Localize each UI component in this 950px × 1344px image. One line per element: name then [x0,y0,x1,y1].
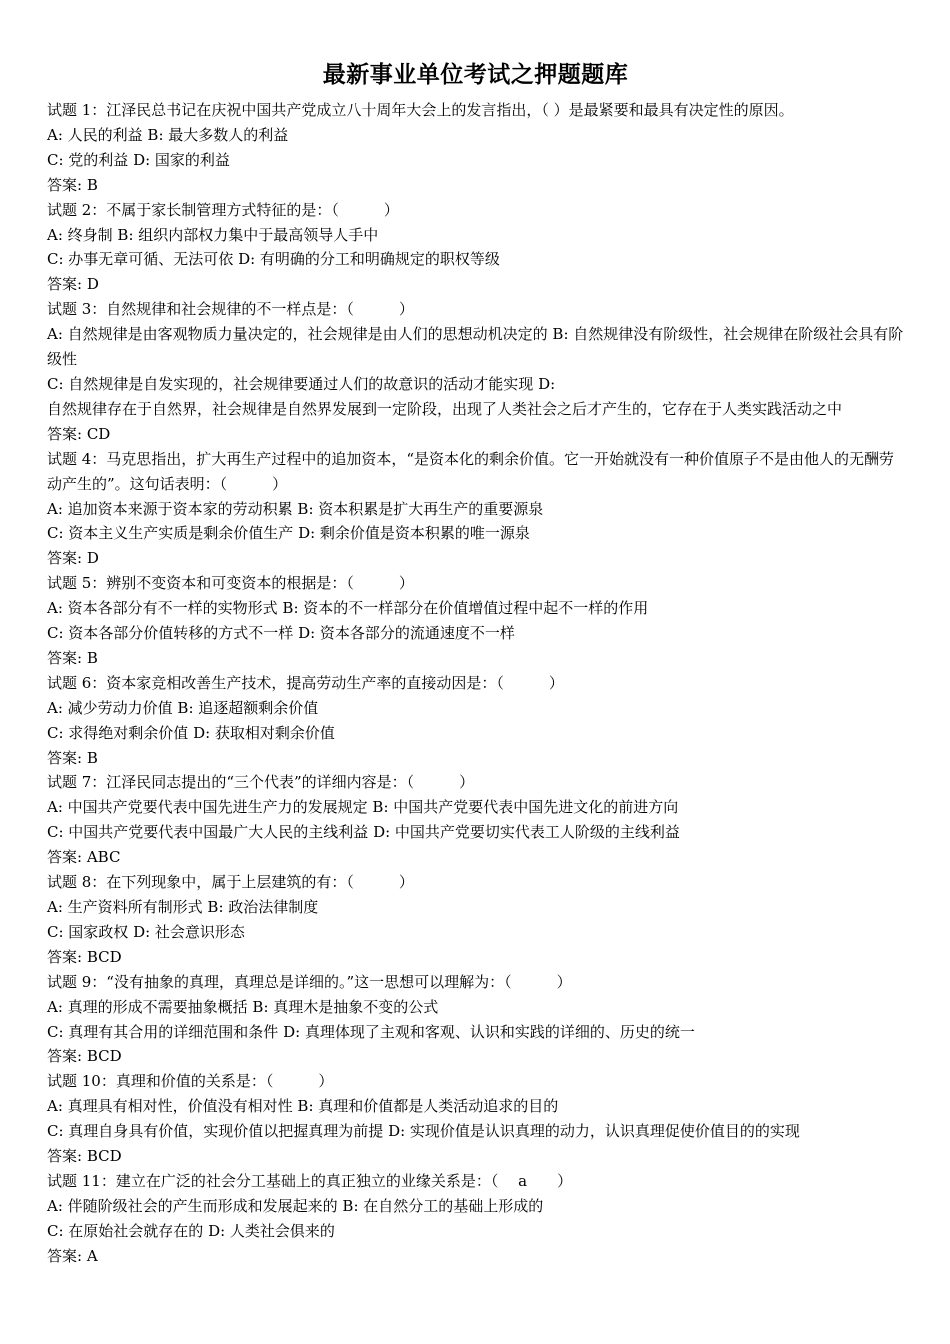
question-block [47,671,904,771]
question-options: A: 生产资料所有制形式 B: 政治法律制度 [47,898,319,916]
question-stem: 试题 8：在下列现象中，属于上层建筑的有：（ ） [47,873,414,892]
question-options: C: 资本主义生产实质是剩余价值生产 D: 剩余价值是资本积累的唯一源泉 [47,524,530,543]
question-options: A: 真理具有相对性，价值没有相对性 B: 真理和价值都是人类活动追求的目的 [47,1097,559,1116]
question-stem: 试题 6：资本家竞相改善生产技术，提高劳动生产率的直接动因是：（ ） [47,673,564,692]
question-options: A: 中国共产党要代表中国先进生产力的发展规定 B: 中国共产党要代表中国先进文化的前进方向 [47,798,679,817]
question-options: A: 终身制 B: 组织内部权力集中于最高领导人手中 [47,225,379,244]
question-options: C: 真理自身具有价值，实现价值以把握真理为前提 D: 实现价值是认识真理的动力，认识真理促使价值目的的实现 [47,1122,800,1141]
question-answer: 答案: D [47,549,99,568]
question-answer: 答案: B [47,175,98,194]
question-options: A: 伴随阶级社会的产生而形成和发展起来的 B: 在自然分工的基础上形成的 [47,1196,544,1215]
question-stem: 试题 5：辨别不变资本和可变资本的根据是：（ ） [47,574,414,593]
question-answer: 答案: BCD [47,1047,122,1066]
question-options: 自然规律存在于自然界，社会规律是自然界发展到一定阶段，出现了人类社会之后才产生的，它存在于人类实践活动之中 [47,399,843,418]
question-block [47,98,904,198]
question-options: A: 资本各部分有不一样的实物形式 B: 资本的不一样部分在价值增值过程中起不一样的作用 [47,599,649,618]
question-block [47,870,904,970]
question-block [47,198,904,298]
question-answer: 答案: BCD [47,1147,122,1166]
question-options: A: 人民的利益 B: 最大多数人的利益 [47,125,289,144]
question-options: A: 自然规律是由客观物质力量决定的，社会规律是由人们的思想动机决定的 B: 自然规律没有阶级性，社会规律在阶级社会具有阶级性 [47,325,904,369]
question-stem: 试题 10：真理和价值的关系是：（ ） [47,1072,334,1091]
question-answer: 答案: B [47,648,98,667]
question-options: C: 国家政权 D: 社会意识形态 [47,922,245,941]
question-options: C: 办事无章可循、无法可依 D: 有明确的分工和明确规定的职权等级 [47,250,500,269]
question-options: A: 减少劳动力价值 B: 追逐超额剩余价值 [47,698,319,717]
question-answer: 答案: CD [47,424,111,443]
question-stem: 试题 9：“没有抽象的真理，真理总是详细的。”这一思想可以理解为：（ ） [47,972,572,991]
question-answer: 答案: A [47,1246,98,1265]
question-list [47,98,904,1269]
question-options: C: 资本各部分价值转移的方式不一样 D: 资本各部分的流通速度不一样 [47,624,515,643]
question-stem: 试题 2：不属于家长制管理方式特征的是：（ ） [47,200,399,219]
question-stem: 试题 11：建立在广泛的社会分工基础上的真正独立的业缘关系是：（ a ） [47,1171,573,1190]
question-block [47,447,904,572]
question-stem: 试题 7：江泽民同志提出的“三个代表”的详细内容是：（ ） [47,773,475,792]
question-block [47,770,904,870]
question-options: A: 追加资本来源于资本家的劳动积累 B: 资本积累是扩大再生产的重要源泉 [47,499,544,518]
question-options: C: 自然规律是自发实现的，社会规律要通过人们的故意识的活动才能实现 D: [47,374,556,393]
question-stem: 试题 4：马克思指出，扩大再生产过程中的追加资本，“是资本化的剩余价值。它一开始就没有一种价值原子不是由他人的无酬劳动产生的”。这句话表明：（ ） [47,449,894,493]
question-block [47,1169,904,1269]
question-block [47,297,904,446]
question-options: C: 求得绝对剩余价值 D: 获取相对剩余价值 [47,723,335,742]
question-block [47,970,904,1070]
question-answer: 答案: ABC [47,848,121,867]
question-answer: 答案: D [47,275,99,294]
question-options: C: 真理有其合用的详细范围和条件 D: 真理体现了主观和客观、认识和实践的详细的、历史的统一 [47,1022,695,1041]
question-stem: 试题 3：自然规律和社会规律的不一样点是：（ ） [47,300,414,319]
question-stem: 试题 1：江泽民总书记在庆祝中国共产党成立八十周年大会上的发言指出，（ ）是最紧要和最具有决定性的原因。 [47,101,794,119]
question-answer: 答案: BCD [47,947,122,966]
question-options: A: 真理的形成不需要抽象概括 B: 真理木是抽象不变的公式 [47,997,439,1016]
question-options: C: 中国共产党要代表中国最广大人民的主线利益 D: 中国共产党要切实代表工人阶级的主线利益 [47,823,680,842]
question-answer: 答案: B [47,748,98,767]
question-block [47,1069,904,1169]
document-title: 最新事业单位考试之押题题库 [322,62,629,88]
question-options: C: 党的利益 D: 国家的利益 [47,150,230,169]
question-options: C: 在原始社会就存在的 D: 人类社会俱来的 [47,1221,335,1240]
question-block [47,571,904,671]
